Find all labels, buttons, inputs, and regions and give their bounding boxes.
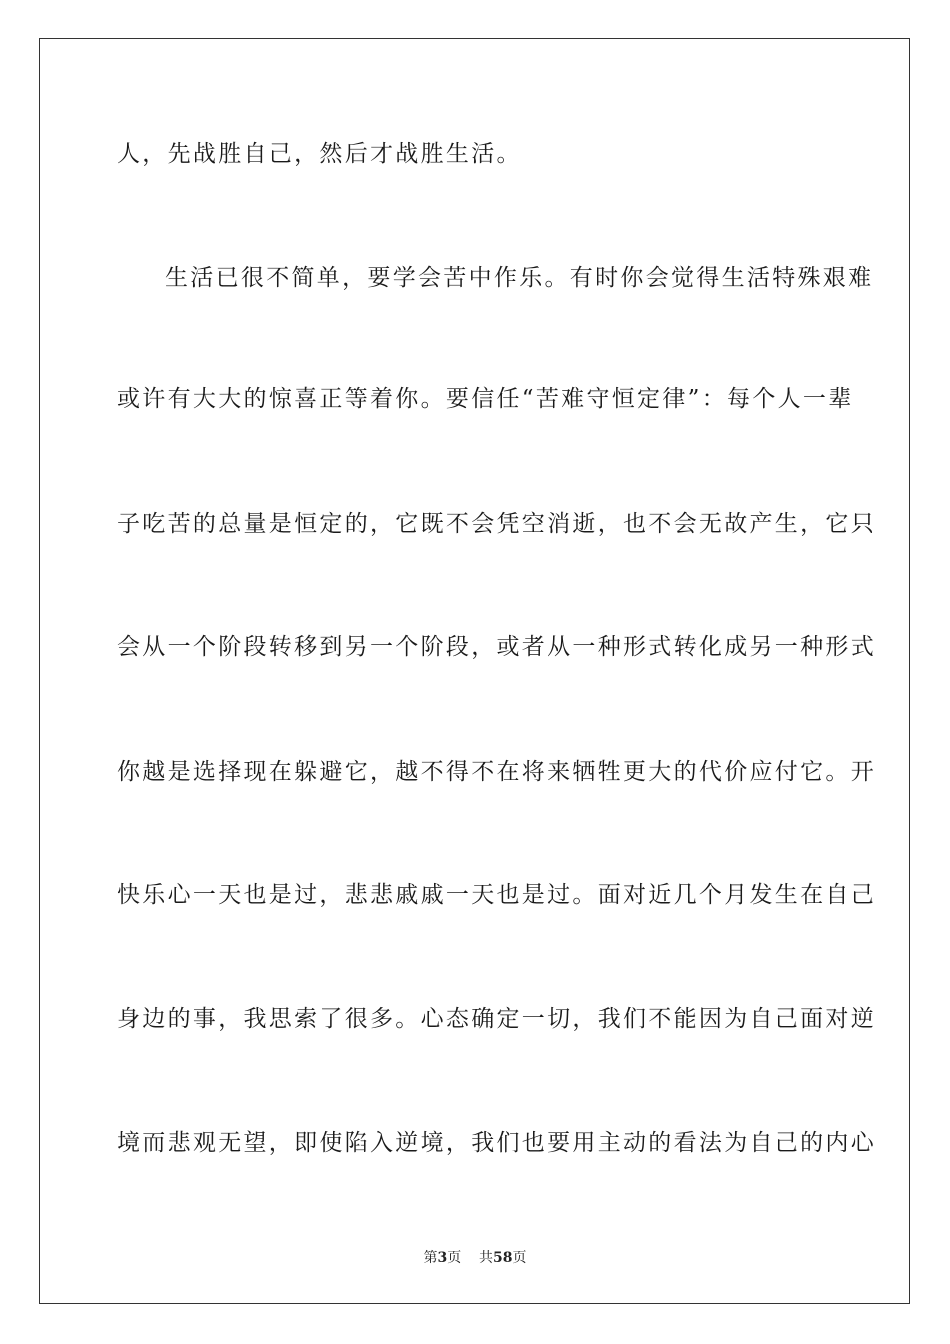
total-prefix: 共 <box>479 1250 494 1266</box>
page-footer <box>0 1249 950 1267</box>
text-line-5: 会从一个阶段转移到另一个阶段，或者从一种形式转化成另一种形式 <box>117 634 876 660</box>
text-line-6: 你越是选择现在躲避它，越不得不在将来牺牲更大的代价应付它。开 <box>117 759 876 785</box>
page-prefix: 第 <box>423 1250 438 1266</box>
text-line-7: 快乐心一天也是过，悲悲戚戚一天也是过。面对近几个月发生在自己 <box>117 882 876 908</box>
page-number: 3 <box>437 1250 448 1266</box>
text-line-9: 境而悲观无望，即使陷入逆境，我们也要用主动的看法为自己的内心 <box>117 1130 876 1156</box>
total-suffix: 页 <box>512 1250 527 1266</box>
page-border <box>39 38 910 1304</box>
text-line-3: 或许有大大的惊喜正等着你。要信任“苦难守恒定律”：每个人一辈 <box>117 386 854 412</box>
total-pages: 58 <box>493 1250 513 1266</box>
paragraph-start-line: 生活已很不简单，要学会苦中作乐。有时你会觉得生活特殊艰难 <box>165 265 874 291</box>
page-suffix: 页 <box>447 1250 462 1266</box>
text-line-8: 身边的事，我思索了很多。心态确定一切，我们不能因为自己面对逆 <box>117 1006 876 1032</box>
text-line-4: 子吃苦的总量是恒定的，它既不会凭空消逝，也不会无故产生，它只 <box>117 511 876 537</box>
text-line-1: 人，先战胜自己，然后才战胜生活。 <box>117 141 522 167</box>
